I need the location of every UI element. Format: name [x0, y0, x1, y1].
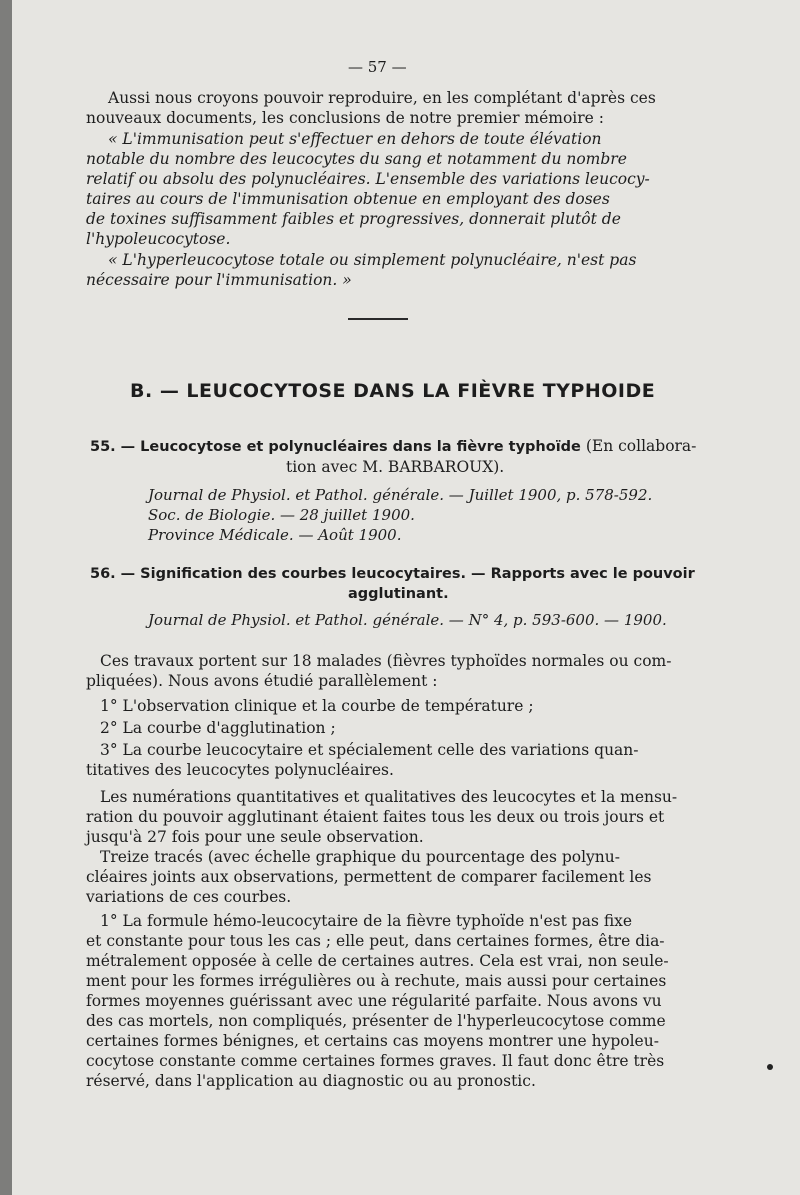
page-number: — 57 — — [348, 58, 407, 76]
text-line: Treize tracés (avec échelle graphique du pourcentage des polynu- — [100, 848, 620, 866]
text-line: certaines formes bénignes, et certains cas moyens montrer une hypoleu- — [86, 1032, 659, 1050]
text-line: Ces travaux portent sur 18 malades (fièvres typhoïdes normales ou com- — [100, 652, 672, 670]
paragraph-materials — [86, 651, 671, 691]
entry-55-references — [148, 485, 652, 545]
entry-number: 56. — [90, 566, 116, 582]
text-line: et constante pour tous les cas ; elle peut, dans certaines formes, être dia- — [86, 932, 665, 950]
text-line: taires au cours de l'immunisation obtenue en employant des doses — [86, 190, 610, 208]
entry-title-continued: agglutinant. — [348, 586, 449, 602]
list-item-continued: titatives des leucocytes polynucléaires. — [86, 761, 394, 779]
reference: Province Médicale. — Août 1900. — [148, 526, 402, 544]
text-line: jusqu'à 27 fois pour une seule observation. — [86, 828, 424, 846]
numbered-list — [86, 696, 639, 780]
scanned-page — [12, 0, 800, 1195]
text-line: « L'immunisation peut s'effectuer en dehors de toute élévation — [108, 130, 602, 148]
text-line: nécessaire pour l'immunisation. » — [86, 271, 352, 289]
text-line: 1° La formule hémo-leucocytaire de la fièvre typhoïde n'est pas fixe — [100, 912, 633, 930]
reference: Journal de Physiol. et Pathol. générale. — N° 4, p. 593-600. — 1900. — [148, 611, 667, 629]
quote-paragraph-1 — [86, 129, 650, 249]
text-line: réservé, dans l'application au diagnostic ou au pronostic. — [86, 1072, 536, 1090]
entry-55 — [90, 436, 696, 477]
text-line: Aussi nous croyons pouvoir reproduire, en les complétant d'après ces — [108, 89, 656, 107]
ink-speck — [767, 1064, 773, 1070]
text-line: relatif ou absolu des polynucléaires. L'ensemble des variations leucocy- — [86, 170, 650, 188]
entry-title: — Leucocytose et polynucléaires dans la fièvre typhoïde — [120, 439, 581, 455]
intro-paragraph — [86, 88, 656, 128]
text-line: cocytose constante comme certaines formes graves. Il faut donc être très — [86, 1052, 665, 1070]
list-item: 3° La courbe leucocytaire et spécialement celle des variations quan- — [100, 741, 639, 759]
text-line: cléaires joints aux observations, permettent de comparer facilement les — [86, 868, 652, 886]
section-heading: B. — LEUCOCYTOSE DANS LA FIÈVRE TYPHOIDE — [130, 380, 656, 402]
entry-note-continued: tion avec M. BARBAROUX). — [286, 458, 505, 476]
text-line: pliquées). Nous avons étudié parallèlement : — [86, 672, 438, 690]
text-line: l'hypoleucocytose. — [86, 230, 231, 248]
list-item: 1° L'observation clinique et la courbe de température ; — [100, 697, 534, 715]
reference: Journal de Physiol. et Pathol. générale. — Juillet 1900, p. 578-592. — [148, 486, 653, 504]
text-line: de toxines suffisamment faibles et progressives, donnerait plutôt de — [86, 210, 621, 228]
entry-note: (En collabora- — [585, 437, 697, 455]
text-line: métralement opposée à celle de certaines autres. Cela est vrai, non seule- — [86, 952, 669, 970]
entry-56-reference — [148, 610, 667, 630]
text-line: notable du nombre des leucocytes du sang et notamment du nombre — [86, 150, 627, 168]
entry-56 — [90, 563, 695, 604]
text-line: des cas mortels, non compliqués, présenter de l'hyperleucocytose comme — [86, 1012, 666, 1030]
entry-number: 55. — [90, 439, 116, 455]
text-line: nouveaux documents, les conclusions de notre premier mémoire : — [86, 109, 604, 127]
text-line: formes moyennes guérissant avec une régularité parfaite. Nous avons vu — [86, 992, 662, 1010]
paragraph-numerations — [86, 787, 677, 907]
text-line: « L'hyperleucocytose totale ou simplement polynucléaire, n'est pas — [108, 251, 637, 269]
text-line: variations de ces courbes. — [86, 888, 292, 906]
paragraph-formula — [86, 911, 669, 1091]
entry-title: — Signification des courbes leucocytaires. — Rapports avec le pouvoir — [120, 566, 695, 582]
quote-paragraph-2 — [86, 250, 636, 290]
text-line: Les numérations quantitatives et qualitatives des leucocytes et la mensu- — [100, 788, 678, 806]
reference: Soc. de Biologie. — 28 juillet 1900. — [148, 506, 415, 524]
section-divider — [348, 318, 408, 320]
list-item: 2° La courbe d'agglutination ; — [100, 719, 336, 737]
text-line: ration du pouvoir agglutinant étaient faites tous les deux ou trois jours et — [86, 808, 665, 826]
text-line: ment pour les formes irrégulières ou à rechute, mais aussi pour certaines — [86, 972, 667, 990]
